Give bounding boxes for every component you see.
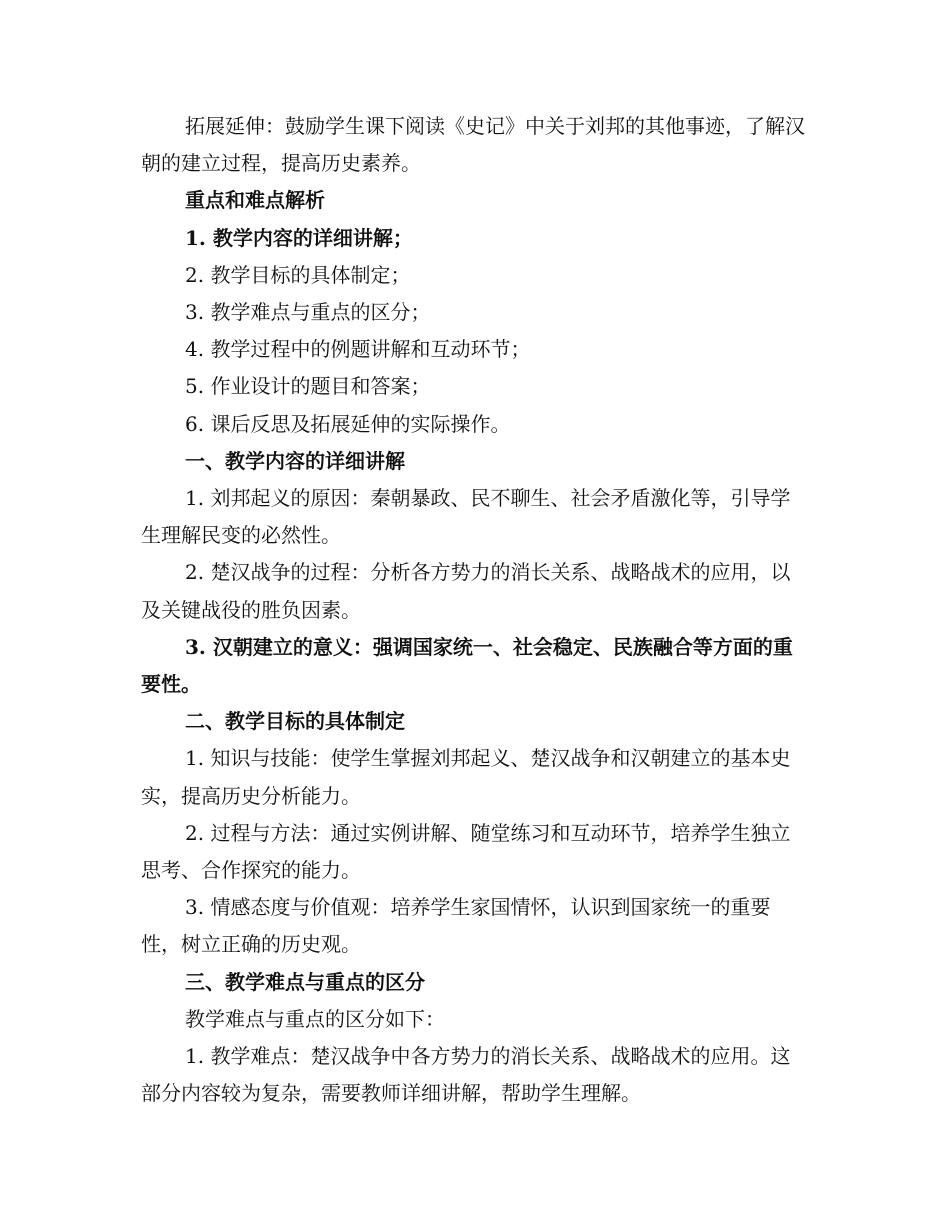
section-3-intro: 教学难点与重点的区分如下： (185, 1006, 445, 1031)
section-2-item-1: 1. 知识与技能：使学生掌握刘邦起义、楚汉战争和汉朝建立的基本史实，提高历史分析能力。 (141, 746, 791, 808)
list-item-5: 5. 作业设计的题目和答案； (185, 374, 431, 399)
heading-key-points: 重点和难点解析 (185, 188, 325, 213)
list-item-2: 2. 教学目标的具体制定； (185, 262, 411, 287)
section-heading-1: 一、教学内容的详细讲解 (185, 448, 405, 473)
section-heading-2: 二、教学目标的具体制定 (185, 709, 405, 734)
section-1-item-3: 3. 汉朝建立的意义：强调国家统一、社会稳定、民族融合等方面的重要性。 (141, 634, 793, 697)
document-body (141, 108, 807, 1112)
section-1-item-1: 1. 刘邦起义的原因：秦朝暴政、民不聊生、社会矛盾激化等，引导学生理解民变的必然性。 (141, 486, 791, 548)
paragraph-extension: 拓展延伸：鼓励学生课下阅读《史记》中关于刘邦的其他事迹，了解汉朝的建立过程，提高历史素养。 (141, 114, 805, 176)
section-2-item-2: 2. 过程与方法：通过实例讲解、随堂练习和互动环节，培养学生独立思考、合作探究的能力。 (141, 820, 791, 883)
section-3-item-1: 1. 教学难点：楚汉战争中各方势力的消长关系、战略战术的应用。这部分内容较为复杂，需要教师详细讲解，帮助学生理解。 (141, 1044, 791, 1106)
list-item-4: 4. 教学过程中的例题讲解和互动环节； (185, 337, 531, 362)
list-item-6: 6. 课后反思及拓展延伸的实际操作。 (185, 411, 511, 436)
list-item-1: 1. 教学内容的详细讲解； (185, 225, 413, 250)
section-heading-3: 三、教学难点与重点的区分 (185, 969, 425, 994)
section-2-item-3: 3. 情感态度与价值观：培养学生家国情怀，认识到国家统一的重要性，树立正确的历史观。 (141, 895, 771, 957)
list-item-3: 3. 教学难点与重点的区分； (185, 300, 431, 325)
section-1-item-2: 2. 楚汉战争的过程：分析各方势力的消长关系、战略战术的应用，以及关键战役的胜负因素。 (141, 560, 791, 622)
